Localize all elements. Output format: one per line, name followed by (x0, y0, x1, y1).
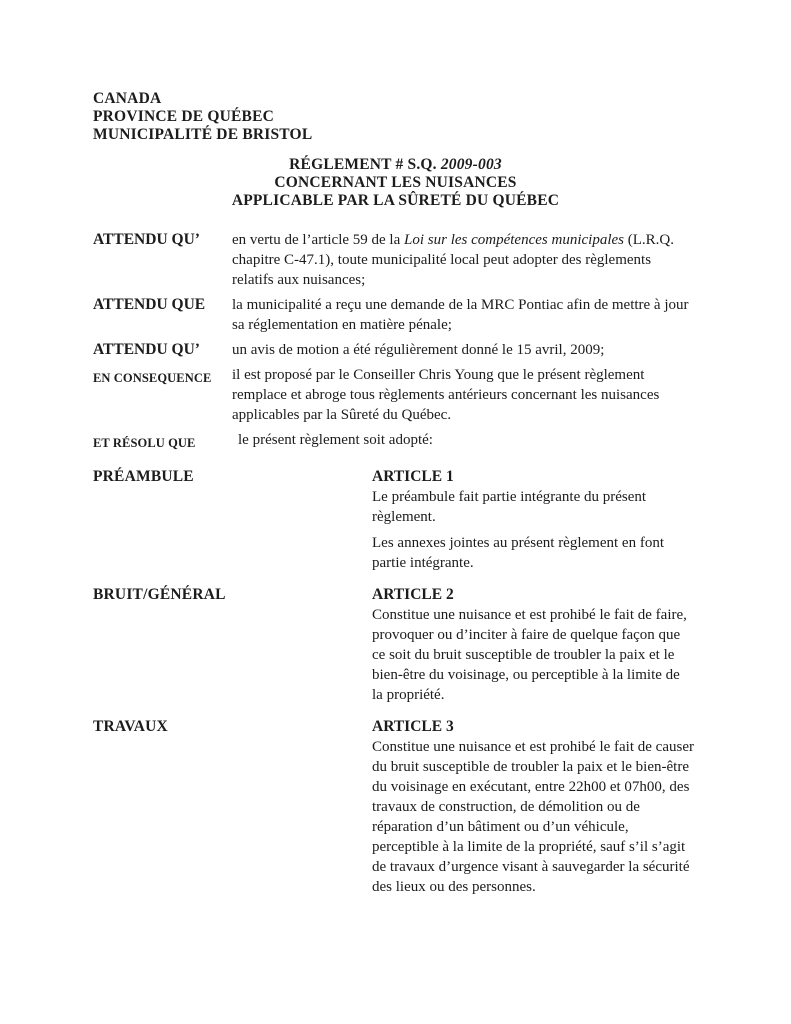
preamble-clauses (93, 230, 693, 453)
article-body (372, 717, 694, 897)
article-paragraph: Les annexes jointes au présent règlement en font partie intégrante. (372, 535, 664, 571)
clause-body: il est proposé par le Conseiller Chris Young que le présent règlement remplace et abroge tous règlements antérieurs concernant les nuisances applicables par la Sûreté du Québec. (232, 367, 660, 423)
clause-label: EN CONSEQUENCE (93, 371, 212, 385)
clause-body: le présent règlement soit adopté: (238, 432, 433, 448)
clause-label: ATTENDU QU’ (93, 231, 200, 248)
clause-row-en-consequence (93, 365, 693, 425)
article-body (372, 585, 694, 705)
title-reglement-number: 2009-003 (440, 156, 502, 173)
document-title (73, 156, 718, 210)
clause-label: ATTENDU QU’ (93, 341, 200, 358)
title-reglement-prefix: RÉGLEMENT # S.Q. (289, 156, 441, 173)
clause-label: ET RÉSOLU QUE (93, 436, 196, 450)
clause-row-attendu-1 (93, 230, 693, 290)
clause-label: ATTENDU QUE (93, 296, 206, 313)
articles-section (93, 467, 693, 897)
article-paragraph: Constitue une nuisance et est prohibé le fait de faire, provoquer ou d’inciter à faire de quelque façon que ce soit du bruit susceptible de troubler la paix et le bien-être du voisinage, ou perceptible à la limite de la propriété. (372, 607, 687, 703)
article-heading: ARTICLE 1 (372, 468, 454, 485)
document-header (93, 90, 693, 144)
title-line-applicable: APPLICABLE PAR LA SÛRETÉ DU QUÉBEC (231, 192, 560, 209)
clause-body: un avis de motion a été régulièrement donné le 15 avril, 2009; (232, 342, 605, 358)
article-heading: ARTICLE 3 (372, 718, 454, 735)
law-title-italic: Loi sur les compétences municipales (404, 232, 624, 248)
header-line-municipalite: MUNICIPALITÉ DE BRISTOL (93, 126, 313, 143)
article-row-bruit-general (93, 585, 693, 705)
article-row-preambule (93, 467, 693, 573)
article-body (372, 467, 694, 573)
section-label-travaux: TRAVAUX (93, 718, 168, 735)
article-paragraph: Le préambule fait partie intégrante du présent règlement. (372, 489, 647, 525)
clause-row-attendu-2 (93, 295, 693, 335)
title-line-concernant: CONCERNANT LES NUISANCES (274, 174, 517, 191)
clause-body: la municipalité a reçu une demande de la MRC Pontiac afin de mettre à jour sa réglementation en matière pénale; (232, 297, 689, 333)
article-heading: ARTICLE 2 (372, 586, 454, 603)
section-label-preambule: PRÉAMBULE (93, 468, 194, 485)
clause-row-attendu-3 (93, 340, 693, 360)
section-label-bruit-general: BRUIT/GÉNÉRAL (93, 586, 226, 603)
header-line-canada: CANADA (93, 90, 162, 107)
article-paragraph: Constitue une nuisance et est prohibé le fait de causer du bruit susceptible de troubler la paix et le bien-être du voisinage en exécutant, entre 22h00 et 07h00, des travaux de construction, de démolition ou de réparation d’un bâtiment ou d’un véhicule, perceptible à la limite de la propriété, sauf s’il s’agit de travaux d’urgence visant à sauvegarder la sécurité des lieux ou des personnes. (372, 739, 694, 895)
clause-text-segment: (L.R.Q. chapitre C-47.1), toute municipalité local peut adopter des règlements relatifs aux nuisances; (232, 232, 674, 288)
article-row-travaux (93, 717, 693, 897)
clause-text-segment: en vertu de l’article 59 de la (232, 232, 405, 248)
title-line-reglement-number (73, 156, 718, 174)
clause-body (232, 230, 691, 290)
clause-row-et-resolu (93, 430, 693, 453)
header-line-province: PROVINCE DE QUÉBEC (93, 108, 275, 125)
